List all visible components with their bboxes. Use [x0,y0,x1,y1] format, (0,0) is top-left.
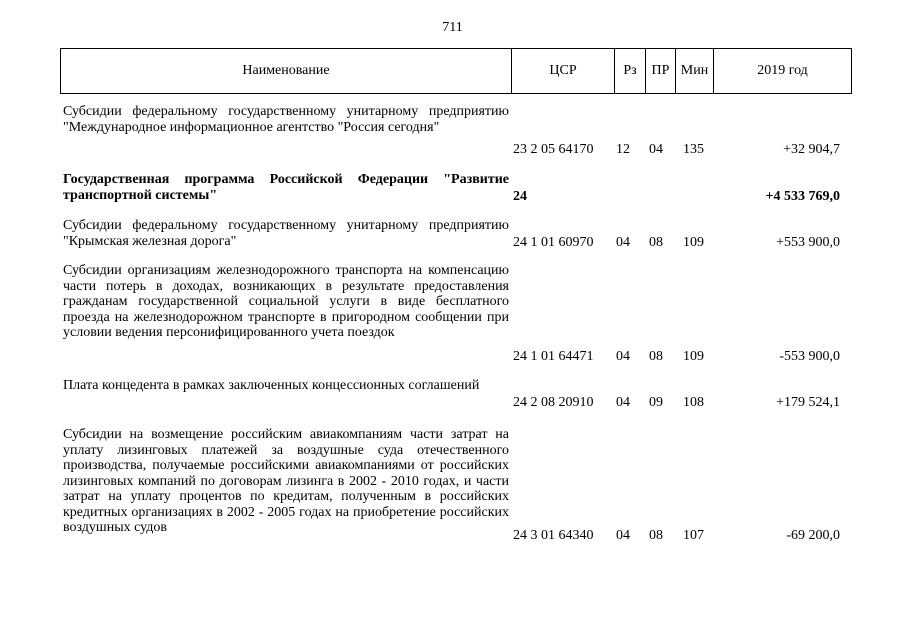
row-csr: 24 1 01 60970 [513,235,594,250]
row-name: Плата концедента в рамках заключенных концессионных соглашений [63,378,480,393]
row-amount: -69 200,0 [786,528,840,543]
row-name: Субсидии организациям железнодорожного транспорта на компенсацию части потерь в доходах, возникающих в результате предоставления гражданам государственной социальной услуги в виде бесплатного проезда на железнодорожном транспорте в пригородном сообщении при условии ведения персонифицированного учета поездок [63,263,509,340]
column-header-min: Мин [680,63,709,78]
row-min: 109 [683,349,704,364]
row-pr: 08 [649,235,663,250]
row-min: 108 [683,395,704,410]
row-rz: 12 [616,142,630,157]
row-csr: 24 2 08 20910 [513,395,594,410]
row-csr: 24 [513,189,527,204]
row-amount: +4 533 769,0 [765,189,840,204]
row-amount: +553 900,0 [776,235,840,250]
row-rz: 04 [616,349,630,364]
row-pr: 09 [649,395,663,410]
column-header-name: Наименование [242,63,330,78]
row-name: Субсидии на возмещение российским авиакомпаниям части затрат на уплату лизинговых платежей за воздушные суда отечественного производства, получаемые российскими авиакомпаниями от российских лизинговых компаний по договорам лизинга в 2002 - 2010 годах, и части затрат на уплату процентов по кредитам, полученным в российских кредитных организациях в 2002 - 2005 годах на приобретение российских воздушных судов [63,427,509,535]
page-number: 711 [442,20,463,35]
row-name: Субсидии федеральному государственному унитарному предприятию "Крымская железная дорога" [63,218,509,249]
table-header [60,48,852,94]
column-header-year: 2019 год [757,63,808,78]
row-min: 135 [683,142,704,157]
row-rz: 04 [616,528,630,543]
row-name: Субсидии федеральному государственному унитарному предприятию "Международное информационное агентство "Россия сегодня" [63,104,509,135]
row-csr: 24 3 01 64340 [513,528,594,543]
column-header-csr: ЦСР [549,63,577,78]
row-pr: 04 [649,142,663,157]
row-amount: +32 904,7 [783,142,840,157]
row-amount: +179 524,1 [776,395,840,410]
column-header-pr: ПР [651,63,670,78]
row-pr: 08 [649,528,663,543]
row-min: 107 [683,528,704,543]
row-pr: 08 [649,349,663,364]
row-amount: -553 900,0 [779,349,840,364]
row-csr: 23 2 05 64170 [513,142,594,157]
column-header-rz: Рз [623,63,637,78]
row-rz: 04 [616,395,630,410]
row-min: 109 [683,235,704,250]
row-name: Государственная программа Российской Федерации "Развитие транспортной системы" [63,172,509,203]
row-csr: 24 1 01 64471 [513,349,594,364]
row-rz: 04 [616,235,630,250]
